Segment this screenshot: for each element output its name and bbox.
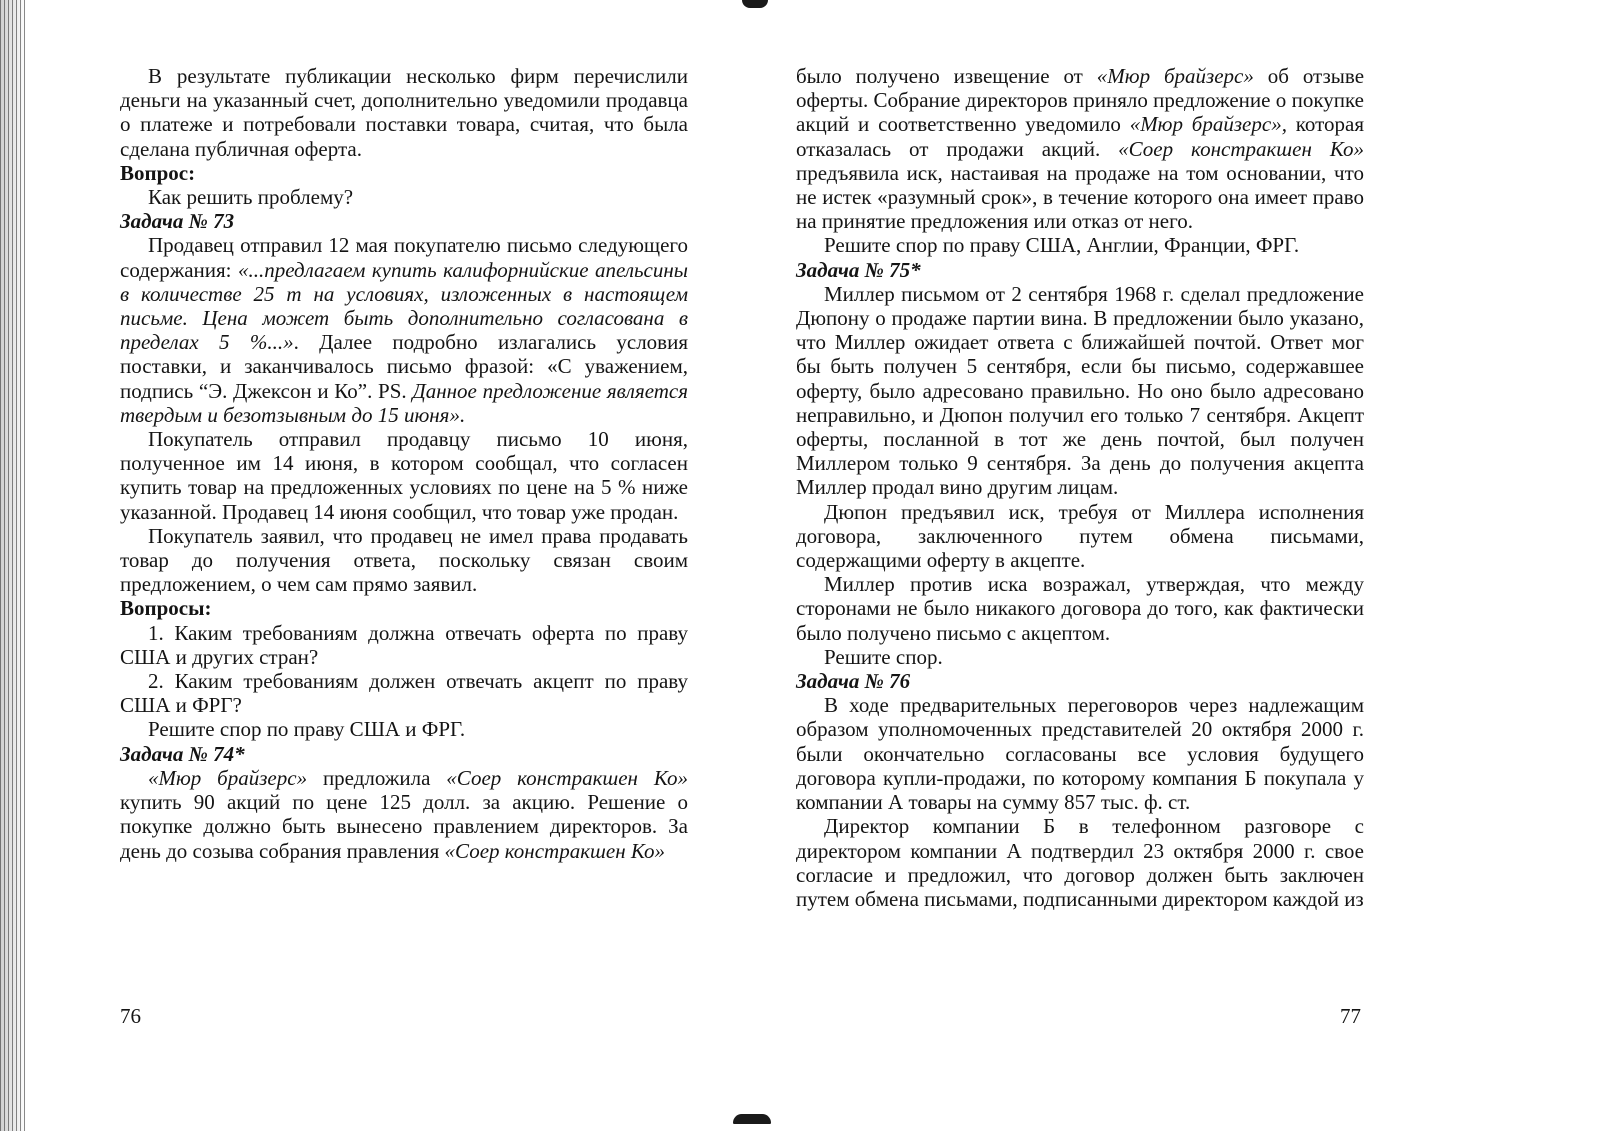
cont-party-1: «Мюр брайзерс» [1096,64,1254,88]
scan-binding-edge [0,0,26,1131]
page-number-right: 77 [1340,1004,1361,1028]
task-76-paragraph-2: Директор компании Б в телефонном разговоре с директором компании А подтвердил 23 октября 2000 г. свое согласие и предложил, что договор должен быть заключен путем обмена письмами, подписанными директором каждой из [796,814,1364,911]
task-75-paragraph-4: Решите спор. [824,644,943,669]
task-74-continuation [796,64,1364,233]
page-number-left: 76 [120,1004,141,1028]
task-73-paragraph-2: Покупатель отправил продавцу письмо 10 июня, полученное им 14 июня, в котором сообщал, что согласен купить товар на предложенных условиях по цене на 5 % ниже указанной. Продавец 14 июня сообщил, что товар уже продан. [120,427,688,524]
cont-party-1-repeat: «Мюр брайзерс», [1129,112,1287,137]
questions-heading: Вопросы: [120,596,212,621]
cont-text-g: предъявила иск, настаивая на продаже на том основании, что не истек «разумный срок», в течение которого она имеет право на принятие предложения или отказ от него. [796,160,1364,234]
question-2: 2. Каким требованиям должен отвечать акцепт по праву США и ФРГ? [120,669,688,718]
task-75-paragraph-2: Дюпон предъявил иск, требуя от Миллера исполнения договора, заключенного путем обмена письмами, содержащими оферту в акцепте. [796,499,1364,573]
right-page [796,64,1364,911]
task-74-resolve: Решите спор по праву США, Англии, Франции, ФРГ. [824,233,1300,258]
intro-paragraph: В результате публикации несколько фирм перечислили деньги на указанный счет, дополнительно уведомили продавца о платеже и потребовали поставки товара, считая, что была сделана публичная оферта. [120,64,688,161]
task-74-party-2: «Соер констракшен Ко» [446,765,688,790]
task-73-p1-quote: «...предлагаем купить калифорнийские апельсины в количестве 25 т на условиях, изложенных в настоящем письме. Цена может быть дополнительно согласована в пределах 5 %...» [120,257,688,355]
task-74-party-2-repeat: «Соер констракшен Ко» [444,838,666,863]
task-73-p1-text-c: . Далее подробно излагались условия поставки, и заканчивалось письмо фразой: «С уважением, подпись “Э. Джексон и Ко”. PS. [120,330,688,403]
task-75-paragraph-3: Миллер против иска возражал, утверждая, что между сторонами не было никакого договора до того, как фактически было получено письмо с акцептом. [796,572,1364,645]
cont-text-e: которая отказалась от продажи акций. [796,112,1364,161]
question-heading: Вопрос: [120,160,196,185]
task-74-title: Задача № 74* [120,741,245,766]
task-75-paragraph-1: Миллер письмом от 2 сентября 1968 г. сделал предложение Дюпону о продаже партии вина. В предложении было указано, что Миллер ожидает ответа с ближайшей почтой. Ответ мог бы быть получен 5 сентября, если бы письмо, содержавшее оферту, было адресовано правильно. Но оно было адресовано неправильно, и Дюпон получил его только 7 сентября. Акцепт оферты, посланной в тот же день почтой, был получен Миллером только 9 сентября. За день до получения акцепта Миллер продал вино другим лицам. [796,281,1364,500]
task-73-p1-ps: Данное предложение является твердым и безотзывным до 15 июня». [120,378,689,427]
task-73-p1-text-a: Продавец отправил 12 мая покупателю письмо следующего содержания: [120,233,688,282]
question-1: 1. Каким требованиям должна отвечать оферта по праву США и других стран? [120,620,688,669]
task-76-title: Задача № 76 [796,669,911,694]
question-3: Решите спор по праву США и ФРГ. [148,717,466,742]
cont-text-a: было получено извещение от [796,64,1097,88]
task-74-text-b: предложила [307,765,447,790]
task-73-title: Задача № 73 [120,209,235,234]
task-73-paragraph-3: Покупатель заявил, что продавец не имел права продавать товар до получения ответа, поскольку связан своим предложением, о чем сам прямо заявил. [120,523,688,597]
task-74-paragraph [120,766,688,863]
task-76-paragraph-1: В ходе предварительных переговоров через надлежащим образом уполномоченных представителей 20 октября 2000 г. были окончательно согласованы все условия будущего договора купли-продажи, по которому компания Б покупала у компании А товары на сумму 857 тыс. ф. ст. [796,693,1364,815]
cont-text-c: об отзыве оферты. Собрание директоров приняло предложение о покупке акций и соответственно уведомило [796,64,1365,137]
question-text: Как решить проблему? [148,185,354,210]
task-74-party-1: «Мюр брайзерс» [148,765,308,790]
scan-artifact-bottom [733,1114,771,1124]
cont-party-2: «Соер констракшен Ко» [1118,136,1364,161]
task-75-title: Задача № 75* [796,257,921,282]
scan-artifact-top [742,0,768,8]
task-73-paragraph-1 [120,233,688,427]
left-page [120,64,688,863]
task-74-text-d: купить 90 акций по цене 125 долл. за акцию. Решение о покупке должно быть вынесено правлением директоров. За день до созыва собрания правления [120,790,688,863]
